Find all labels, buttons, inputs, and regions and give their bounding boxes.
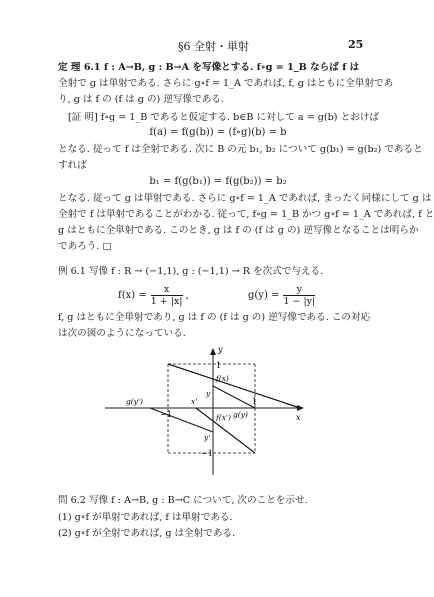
running-header [0, 38, 420, 52]
example-line-2: f, g はともに全単射であり, g は f の (f は g の) 逆写像である. この対応 [58, 312, 371, 323]
proof-line-3: すれば [58, 160, 87, 171]
example-formulas [58, 282, 378, 308]
x-axis-arrow [297, 405, 304, 411]
mapping-line-g-y [213, 386, 258, 408]
formula-g [248, 282, 315, 308]
label-one-right: 1 [252, 397, 258, 406]
example-line-1: 例 6.1 写像 f : R → (−1,1), g : (−1,1) → R を次式で与える. [58, 266, 324, 277]
mapping-line-f-x [168, 364, 300, 408]
exercise-item-1: (1) g∘f が単射であれば, f は単射である. [58, 512, 233, 523]
proof-line-5: 全射で f は単射であることがわかる. 従って, f∘g = 1_B かつ g∘f = 1_A であれば, f と [58, 209, 434, 220]
theorem-line-3: り, g は f の (f は g の) 逆写像である. [58, 94, 224, 105]
label-gyprime: g(y') [126, 397, 143, 406]
formula-g-numerator: y [283, 284, 315, 296]
label-x-axis: x [296, 413, 301, 422]
label-yprime: y' [204, 433, 211, 442]
page-number: 25 [348, 38, 364, 51]
proof-line-4: となる. 従って g は単射である. さらに g∘f = 1_A であれば, まったく同様にして g は [58, 193, 432, 204]
formula-f-fraction [151, 284, 183, 307]
proof-line-2: となる. 従って f は全射である. 次に B の元 b₁, b₂ について g(b₁) = g(b₂) であると [58, 144, 423, 155]
formula-g-fraction [283, 284, 315, 307]
proof-equation-1: f(a) = f(g(b)) = (f∘g)(b) = b [149, 127, 287, 138]
label-xprime: x' [191, 397, 198, 406]
label-fx: f(x) [216, 374, 229, 383]
label-y-axis: y [218, 345, 223, 354]
formula-f-lhs: f(x) = [118, 289, 147, 301]
formula-separator: , [185, 289, 189, 301]
formula-g-lhs: g(y) = [248, 289, 280, 301]
formula-f-denominator: 1 + |x| [150, 295, 183, 307]
theorem-line-1: 定 理 6.1 f : A→B, g : B→A を写像とする. f∘g = 1_B ならば f は [58, 62, 360, 73]
label-minus-one-left: −1 [160, 410, 172, 419]
section-title: §6 全射・単射 [178, 40, 249, 53]
label-y-mid: y [206, 389, 211, 398]
exercise-line-1: 問 6.2 写像 f : A→B, g : B→C について, 次のことを示せ. [58, 495, 308, 506]
label-one-top: 1 [216, 361, 222, 370]
proof-line-1: [証 明] f∘g = 1_B であると仮定する. b∈B に対して a = g(b) とおけば [68, 112, 379, 123]
formula-g-denominator: 1 − |y| [283, 295, 316, 307]
example-line-3: は次の図のようになっている. [58, 328, 186, 339]
proof-line-7: であろう. □ [58, 241, 112, 252]
theorem-line-2: 全射で g は単射である. さらに g∘f = 1_A であれば, f, g はともに全単射であ [58, 78, 394, 89]
proof-line-6: g はともに全単射である. このとき, g は f の (f は g の) 逆写像となることは明らか [58, 225, 419, 236]
label-minus-one-bottom: −1 [201, 449, 213, 458]
formula-f-numerator: x [151, 284, 183, 296]
formula-f [118, 282, 189, 308]
exercise-item-2: (2) g∘f が全射であれば, g は全射である. [58, 528, 236, 539]
label-fxprime: f(x') [216, 413, 231, 422]
mapping-figure [0, 340, 420, 480]
y-axis-arrow [210, 348, 216, 355]
proof-equation-2: b₁ = f(g(b₁)) = f(g(b₂)) = b₂ [149, 176, 287, 187]
label-gy: g(y) [233, 410, 248, 419]
